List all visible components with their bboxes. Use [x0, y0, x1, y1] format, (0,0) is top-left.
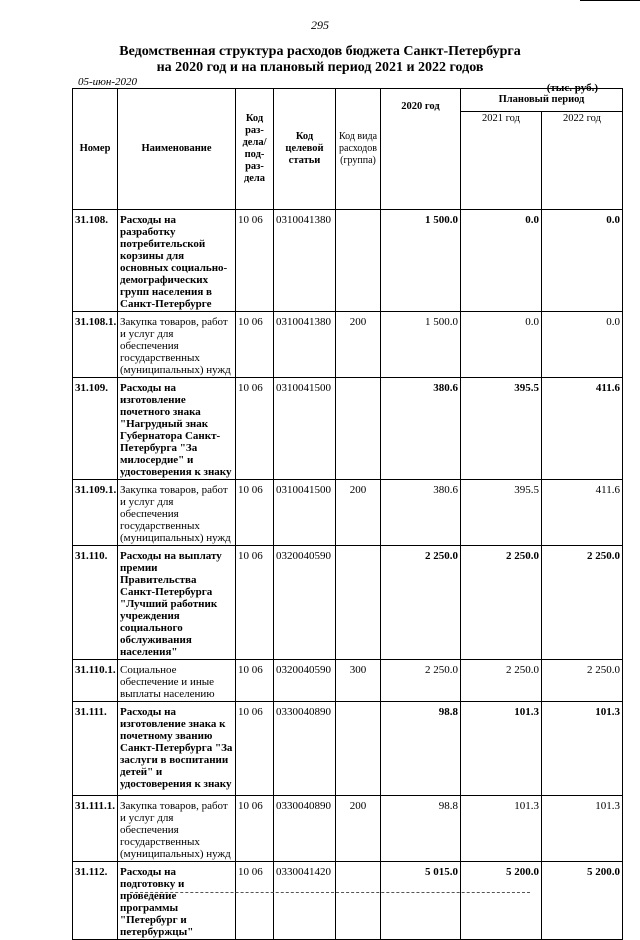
units-label: (тыс. руб.)	[546, 82, 598, 94]
row-amount-2022: 2 250.0	[542, 546, 623, 660]
footer-rule	[130, 892, 530, 895]
row-target-code: 0320040590	[274, 546, 336, 660]
row-name: Расходы на разработку потребительской корзины для основных социально-демографических групп населения в Санкт-Петербурге	[118, 210, 236, 312]
row-amount-2022: 5 200.0	[542, 862, 623, 940]
row-number: 31.110.1.	[73, 660, 118, 702]
row-expense-type: 200	[336, 480, 381, 546]
row-name: Закупка товаров, работ и услуг для обеспечения государственных (муниципальных) нужд	[118, 312, 236, 378]
row-expense-type: 200	[336, 312, 381, 378]
header-vr: Код вида расходов (группа)	[336, 89, 381, 210]
table-row	[73, 546, 623, 660]
row-section-code: 10 06	[236, 210, 274, 312]
row-section-code: 10 06	[236, 312, 274, 378]
row-number: 31.111.1.	[73, 796, 118, 862]
header-plan: Плановый период	[461, 89, 623, 112]
table-row	[73, 210, 623, 312]
row-name: Закупка товаров, работ и услуг для обеспечения государственных (муниципальных) нужд	[118, 480, 236, 546]
row-number: 31.111.	[73, 702, 118, 796]
row-expense-type	[336, 702, 381, 796]
row-section-code: 10 06	[236, 546, 274, 660]
table-row	[73, 862, 623, 940]
row-amount-2021: 101.3	[461, 796, 542, 862]
row-name: Расходы на выплату премии Правительства Санкт-Петербурга "Лучший работник учреждения социального обслуживания населения"	[118, 546, 236, 660]
row-target-code: 0310041380	[274, 312, 336, 378]
row-section-code: 10 06	[236, 702, 274, 796]
document-date: 05-июн-2020	[78, 76, 138, 88]
header-rz: Код раз-дела/ под-раз-дела	[236, 89, 274, 210]
row-target-code: 0320040590	[274, 660, 336, 702]
header-target: Код целевой статьи	[274, 89, 336, 210]
row-number: 31.110.	[73, 546, 118, 660]
row-amount-2020: 5 015.0	[381, 862, 461, 940]
row-number: 31.108.1.	[73, 312, 118, 378]
row-target-code: 0310041380	[274, 210, 336, 312]
row-target-code: 0330041420	[274, 862, 336, 940]
budget-table	[72, 88, 623, 940]
row-name: Социальное обеспечение и иные выплаты населению	[118, 660, 236, 702]
row-target-code: 0330040890	[274, 702, 336, 796]
row-number: 31.109.	[73, 378, 118, 480]
table-row	[73, 480, 623, 546]
row-expense-type	[336, 210, 381, 312]
row-expense-type: 200	[336, 796, 381, 862]
table-row	[73, 660, 623, 702]
row-name: Расходы на подготовку и проведение программы "Петербург и петербуржцы"	[118, 862, 236, 940]
row-amount-2020: 98.8	[381, 796, 461, 862]
row-amount-2022: 0.0	[542, 210, 623, 312]
row-amount-2021: 2 250.0	[461, 660, 542, 702]
title-line-2: на 2020 год и на плановый период 2021 и 2022 годов	[156, 60, 484, 75]
row-amount-2020: 1 500.0	[381, 210, 461, 312]
row-amount-2022: 411.6	[542, 480, 623, 546]
row-number: 31.109.1.	[73, 480, 118, 546]
header-2020: 2020 год	[381, 89, 461, 210]
row-amount-2022: 2 250.0	[542, 660, 623, 702]
row-section-code: 10 06	[236, 862, 274, 940]
row-name: Закупка товаров, работ и услуг для обеспечения государственных (муниципальных) нужд	[118, 796, 236, 862]
header-2021: 2021 год	[461, 111, 542, 209]
row-expense-type: 300	[336, 660, 381, 702]
row-target-code: 0330040890	[274, 796, 336, 862]
row-amount-2022: 101.3	[542, 702, 623, 796]
table-row	[73, 378, 623, 480]
row-amount-2021: 395.5	[461, 480, 542, 546]
row-section-code: 10 06	[236, 378, 274, 480]
title-line-1: Ведомственная структура расходов бюджета Санкт-Петербурга	[119, 44, 521, 59]
row-amount-2020: 380.6	[381, 378, 461, 480]
top-rule	[580, 0, 640, 1]
row-expense-type	[336, 378, 381, 480]
header-2022: 2022 год	[542, 111, 623, 209]
row-section-code: 10 06	[236, 796, 274, 862]
row-section-code: 10 06	[236, 480, 274, 546]
row-target-code: 0310041500	[274, 480, 336, 546]
row-name: Расходы на изготовление знака к почетному званию Санкт-Петербурга "За заслуги в воспитании детей" и удостоверения к знаку	[118, 702, 236, 796]
row-target-code: 0310041500	[274, 378, 336, 480]
row-amount-2022: 101.3	[542, 796, 623, 862]
row-amount-2021: 0.0	[461, 210, 542, 312]
row-number: 31.108.	[73, 210, 118, 312]
table-row	[73, 702, 623, 796]
row-amount-2021: 0.0	[461, 312, 542, 378]
row-expense-type	[336, 546, 381, 660]
row-amount-2022: 411.6	[542, 378, 623, 480]
row-amount-2022: 0.0	[542, 312, 623, 378]
row-amount-2020: 98.8	[381, 702, 461, 796]
row-amount-2020: 2 250.0	[381, 660, 461, 702]
header-number: Номер	[73, 89, 118, 210]
row-amount-2021: 5 200.0	[461, 862, 542, 940]
row-expense-type	[336, 862, 381, 940]
row-amount-2020: 380.6	[381, 480, 461, 546]
row-section-code: 10 06	[236, 660, 274, 702]
row-amount-2020: 1 500.0	[381, 312, 461, 378]
row-amount-2021: 2 250.0	[461, 546, 542, 660]
document-title	[0, 44, 640, 76]
row-amount-2020: 2 250.0	[381, 546, 461, 660]
row-name: Расходы на изготовление почетного знака "Нагрудный знак Губернатора Санкт-Петербурга "За милосердие" и удостоверения к знаку	[118, 378, 236, 480]
row-amount-2021: 395.5	[461, 378, 542, 480]
table-row	[73, 796, 623, 862]
page-number: 295	[311, 18, 329, 32]
row-amount-2021: 101.3	[461, 702, 542, 796]
table-row	[73, 312, 623, 378]
row-number: 31.112.	[73, 862, 118, 940]
header-name: Наименование	[118, 89, 236, 210]
